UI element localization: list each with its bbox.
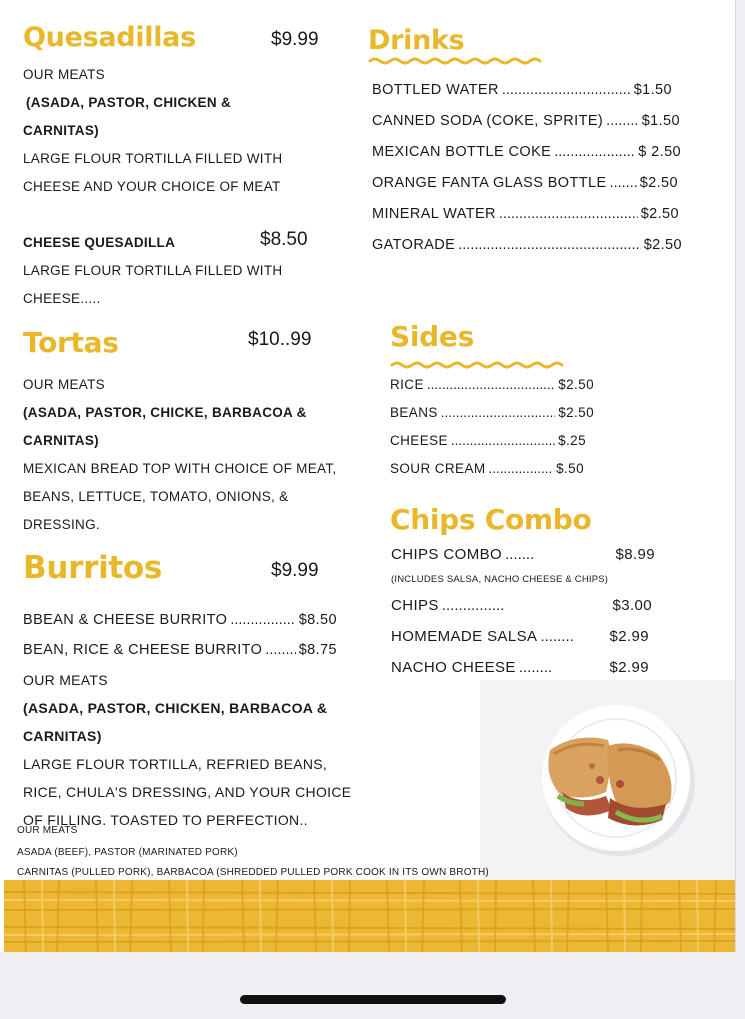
burritos-meats-line2: CARNITAS) — [23, 728, 102, 744]
leader-dots — [502, 82, 631, 98]
leader-dots — [458, 237, 640, 253]
footnote-line1: OUR MEATS — [17, 825, 78, 836]
cheese-quesadilla-price: $8.50 — [260, 229, 308, 250]
leader-dots — [451, 433, 555, 448]
burrito-item — [23, 612, 337, 628]
burrito-item — [23, 642, 337, 658]
drinks-item-name: CANNED SODA (COKE, SPRITE) — [372, 113, 604, 129]
chips-combo-name: CHIPS COMBO — [391, 546, 503, 563]
leader-dots — [265, 642, 295, 658]
sides-item-name: CHEESE — [390, 433, 448, 448]
sides-wave-underline — [390, 360, 568, 370]
burrito-item-name: BBEAN & CHEESE BURRITO — [23, 612, 228, 628]
sides-item-price: $.25 — [558, 433, 586, 448]
home-indicator[interactable] — [240, 995, 506, 1004]
cheese-quesadilla-name: CHEESE QUESADILLA — [23, 235, 176, 250]
drinks-item — [372, 82, 672, 98]
chips-combo-price: $8.99 — [615, 546, 655, 563]
drinks-item-price: $2.50 — [640, 206, 679, 222]
quesadillas-meats-line2: CARNITAS) — [23, 123, 99, 138]
drinks-item — [372, 113, 680, 129]
chips-item — [391, 597, 652, 614]
sides-item-name: RICE — [390, 377, 424, 392]
burritos-meats-line1: (ASADA, PASTOR, CHICKEN, BARBACOA & — [23, 700, 328, 716]
drinks-item-name: GATORADE — [372, 237, 456, 253]
drinks-item-name: BOTTLED WATER — [372, 82, 499, 98]
drinks-item-price: $1.50 — [641, 113, 680, 129]
plaid-pattern — [4, 880, 736, 952]
chips-item-price: $2.99 — [609, 628, 649, 645]
drinks-item-price: $ 2.50 — [638, 144, 681, 160]
drinks-item — [372, 144, 681, 160]
leader-dots — [606, 113, 639, 129]
cheese-quesadilla-desc1: LARGE FLOUR TORTILLA FILLED WITH — [23, 263, 283, 278]
burritos-heading: Burritos — [23, 550, 163, 586]
chips-item-name: NACHO CHEESE — [391, 659, 516, 676]
chips-combo-note: (INCLUDES SALSA, NACHO CHEESE & CHIPS) — [391, 574, 609, 585]
sides-item-name: BEANS — [390, 405, 438, 420]
drinks-item-name: MINERAL WATER — [372, 206, 496, 222]
sides-item — [390, 405, 594, 420]
tortas-meats-label: OUR MEATS — [23, 377, 105, 392]
burrito-item-name: BEAN, RICE & CHEESE BURRITO — [23, 642, 263, 658]
leader-dots — [499, 206, 638, 222]
tortas-desc-line1: MEXICAN BREAD TOP WITH CHOICE OF MEAT, — [23, 461, 337, 476]
sides-item-price: $2.50 — [558, 405, 594, 420]
chips-combo-heading: Chips Combo — [390, 503, 592, 536]
sides-item-price: $.50 — [556, 461, 584, 476]
leader-dots — [505, 546, 535, 563]
tortas-heading: Tortas — [23, 326, 119, 359]
footnote-line2: ASADA (BEEF), PASTOR (MARINATED PORK) — [17, 847, 238, 858]
leader-dots — [540, 628, 574, 645]
tortas-meats-line1: (ASADA, PASTOR, CHICKE, BARBACOA & — [23, 405, 307, 420]
chips-item-name: CHIPS — [391, 597, 439, 614]
leader-dots — [519, 659, 553, 676]
torta-plate-image — [480, 680, 736, 880]
chips-item-name: HOMEMADE SALSA — [391, 628, 538, 645]
drinks-item-price: $2.50 — [643, 237, 682, 253]
burritos-price: $9.99 — [271, 560, 319, 581]
sides-heading: Sides — [390, 320, 474, 353]
drinks-heading: Drinks — [368, 25, 465, 56]
sides-item-name: SOUR CREAM — [390, 461, 486, 476]
burritos-meats-label: OUR MEATS — [23, 672, 108, 688]
leader-dots — [489, 461, 554, 476]
chips-item — [391, 659, 649, 676]
sides-item-price: $2.50 — [558, 377, 594, 392]
drinks-item-price: $2.50 — [639, 175, 678, 191]
chips-item — [391, 628, 649, 645]
burritos-desc-line1: LARGE FLOUR TORTILLA, REFRIED BEANS, — [23, 756, 328, 772]
leader-dots — [442, 597, 504, 614]
quesadillas-meats-line1: (ASADA, PASTOR, CHICKEN & — [26, 95, 232, 110]
plaid-footer-band — [4, 880, 736, 952]
drinks-item — [372, 175, 678, 191]
footnote-line3: CARNITAS (PULLED PORK), BARBACOA (SHREDDED PULLED PORK COOK IN ITS OWN BROTH) — [17, 867, 489, 878]
burritos-desc-line2: RICE, CHULA'S DRESSING, AND YOUR CHOICE — [23, 784, 352, 800]
leader-dots — [610, 175, 637, 191]
drinks-wave-underline — [368, 56, 544, 66]
drinks-item-price: $1.50 — [633, 82, 672, 98]
leader-dots — [441, 405, 555, 420]
cheese-quesadilla-desc2: CHEESE..... — [23, 291, 101, 306]
quesadillas-heading: Quesadillas — [23, 22, 196, 53]
sides-item — [390, 377, 594, 392]
tortas-price: $10..99 — [248, 329, 312, 350]
burrito-item-price: $8.75 — [298, 642, 337, 658]
drinks-item — [372, 206, 679, 222]
drinks-item-name: ORANGE FANTA GLASS BOTTLE — [372, 175, 607, 191]
drinks-item-name: MEXICAN BOTTLE COKE — [372, 144, 552, 160]
quesadillas-desc-line2: CHEESE AND YOUR CHOICE OF MEAT — [23, 179, 281, 194]
chips-item-price: $2.99 — [609, 659, 649, 676]
tortas-meats-line2: CARNITAS) — [23, 433, 99, 448]
burrito-item-price: $8.50 — [298, 612, 337, 628]
leader-dots — [230, 612, 295, 628]
burritos-desc-line3: OF FILLING. TOASTED TO PERFECTION.. — [23, 812, 308, 828]
tortas-desc-line3: DRESSING. — [23, 517, 100, 532]
chips-item-price: $3.00 — [612, 597, 652, 614]
sides-item — [390, 433, 586, 448]
leader-dots — [554, 144, 635, 160]
sides-item — [390, 461, 584, 476]
quesadillas-desc-line1: LARGE FLOUR TORTILLA FILLED WITH — [23, 151, 283, 166]
torta-photo — [480, 680, 736, 880]
tortas-desc-line2: BEANS, LETTUCE, TOMATO, ONIONS, & — [23, 489, 289, 504]
leader-dots — [427, 377, 555, 392]
chips-combo-item — [391, 546, 655, 563]
quesadillas-meats-label: OUR MEATS — [23, 67, 105, 82]
drinks-item — [372, 237, 682, 253]
quesadillas-price: $9.99 — [271, 29, 319, 50]
